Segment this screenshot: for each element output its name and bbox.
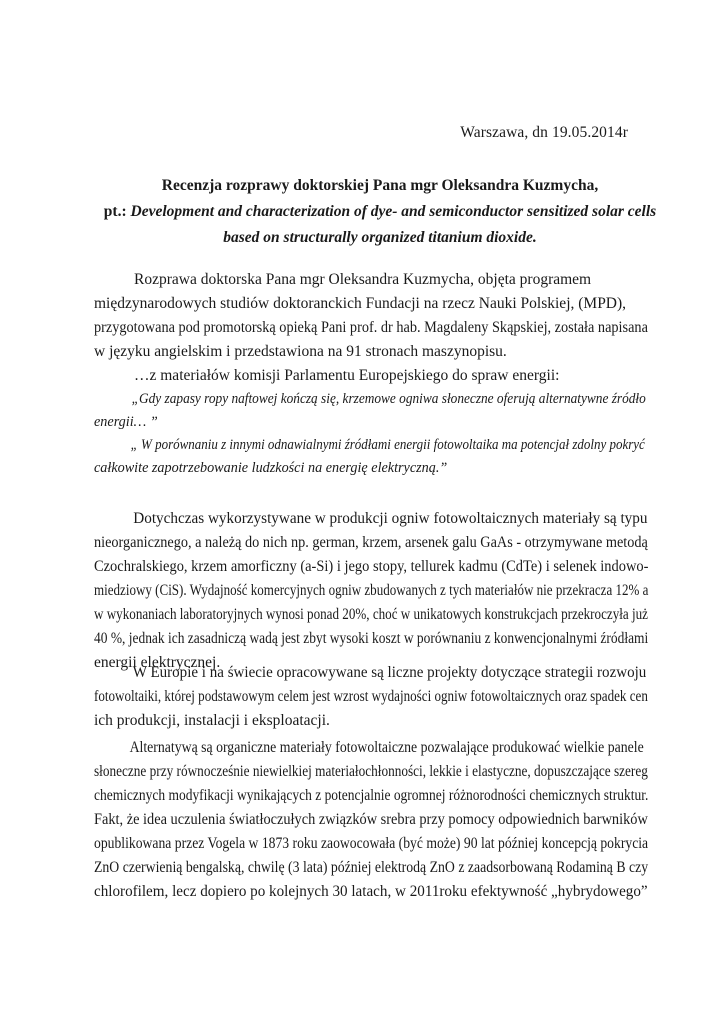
paragraph-line: miedziowy (CiS). Wydajność komercyjnych ogniw zbudowanych z tych materiałów nie przekracza 12% a xyxy=(94,582,649,599)
paragraph-3 xyxy=(94,736,648,904)
intro-line: międzynarodowych studiów doktoranckich Fundacji na rzecz Nauki Polskiej, (MPD), xyxy=(94,295,627,312)
paragraph-line: słoneczne przy równocześnie niewielkiej materiałochłonności, lekkie i elastyczne, dopuszczające szereg xyxy=(94,763,648,780)
title-prefix: pt.: xyxy=(103,203,131,220)
quote-line: energii… ” xyxy=(94,414,158,430)
paragraph-line: ZnO czerwienią bengalską, chwilę (3 lata) później elektrodą ZnO z zaadsorbowaną Rodaminą B czy xyxy=(94,859,649,876)
paragraph-line: fotowoltaiki, której podstawowym celem jest wzrost wydajności ogniw fotowoltaicznych oraz spadek cen xyxy=(94,688,648,705)
paragraph-line: ich produkcji, instalacji i eksploatacji. xyxy=(94,712,330,729)
date-line: Warszawa, dn 19.05.2014r xyxy=(460,124,628,141)
intro-line: w języku angielskim i przedstawiona na 91 stronach maszynopisu. xyxy=(94,343,507,360)
intro-line: Rozprawa doktorska Pana mgr Oleksandra Kuzmycha, objęta programem xyxy=(134,271,592,288)
paragraph-line: Alternatywą są organiczne materiały fotowoltaiczne pozwalające produkować wielkie panele xyxy=(129,739,644,756)
paragraph-line: Fakt, że idea uczulenia światłoczułych związków srebra przy pomocy odpowiednich barwników xyxy=(94,811,648,828)
title-line-3: based on structurally organized titanium dioxide. xyxy=(223,229,537,246)
title-line-1: Recenzja rozprawy doktorskiej Pana mgr Oleksandra Kuzmycha, xyxy=(161,177,599,194)
paragraph-line: Dotychczas wykorzystywane w produkcji ogniw fotowoltaicznych materiały są typu xyxy=(133,510,648,527)
quote-line: całkowite zapotrzebowanie ludzkości na energię elektryczną.” xyxy=(94,460,448,476)
title-dissertation-name: Development and characterization of dye- and semiconductor sensitized solar cells xyxy=(130,203,657,220)
paragraph-2 xyxy=(94,661,648,733)
quote-2 xyxy=(94,434,648,480)
paragraph-line: chemicznych modyfikacji wynikających z potencjalnie ogromnej różnorodności chemicznych struktur. xyxy=(94,787,649,804)
paragraph-line: Czochralskiego, krzem amorficzny (a-Si) i jego stopy, tellurek kadmu (CdTe) i selenek indowo- xyxy=(94,558,649,575)
paragraph-line: 40 %, jednak ich zasadniczą wadą jest zbyt wysoki koszt w porównaniu z konwencjonalnymi źródłami xyxy=(94,630,649,647)
paragraph-line: w wykonaniach laboratoryjnych wynosi ponad 20%, choć w unikatowych konstrukcjach przekroczyła już xyxy=(94,606,648,623)
paragraph-line: W Europie i na świecie opracowywane są liczne projekty dotyczące strategii rozwoju xyxy=(132,664,647,681)
paragraph-line: energii elektrycznej. xyxy=(94,654,221,671)
paragraph-1 xyxy=(94,507,648,675)
quote-1 xyxy=(94,388,648,434)
paragraph-line: nieorganicznego, a należą do nich np. german, krzem, arsenek galu GaAs - otrzymywane metodą xyxy=(94,534,648,551)
intro-line: przygotowana pod promotorską opieką Pani prof. dr hab. Magdaleny Skąpskiej, została napisana xyxy=(94,319,648,336)
intro-section xyxy=(94,268,648,480)
quote-line: „ W porównaniu z innymi odnawialnymi źródłami energii fotowoltaika ma potencjał zdolny pokryć xyxy=(130,437,645,453)
paragraph-line: opublikowana przez Vogela w 1873 roku zaowocowała (być może) 90 lat później koncepcją pokrycia xyxy=(94,835,649,852)
quote-source-line: …z materiałów komisji Parlamentu Europejskiego do spraw energii: xyxy=(134,367,560,384)
quote-line: „Gdy zapasy ropy naftowej kończą się, krzemowe ogniwa słoneczne oferują alternatywne źródło xyxy=(131,391,646,407)
title-line-2 xyxy=(80,199,680,225)
review-title xyxy=(80,173,680,251)
paragraph-line: chlorofilem, lecz dopiero po kolejnych 30 latach, w 2011roku efektywność „hybrydowego” xyxy=(94,883,648,900)
